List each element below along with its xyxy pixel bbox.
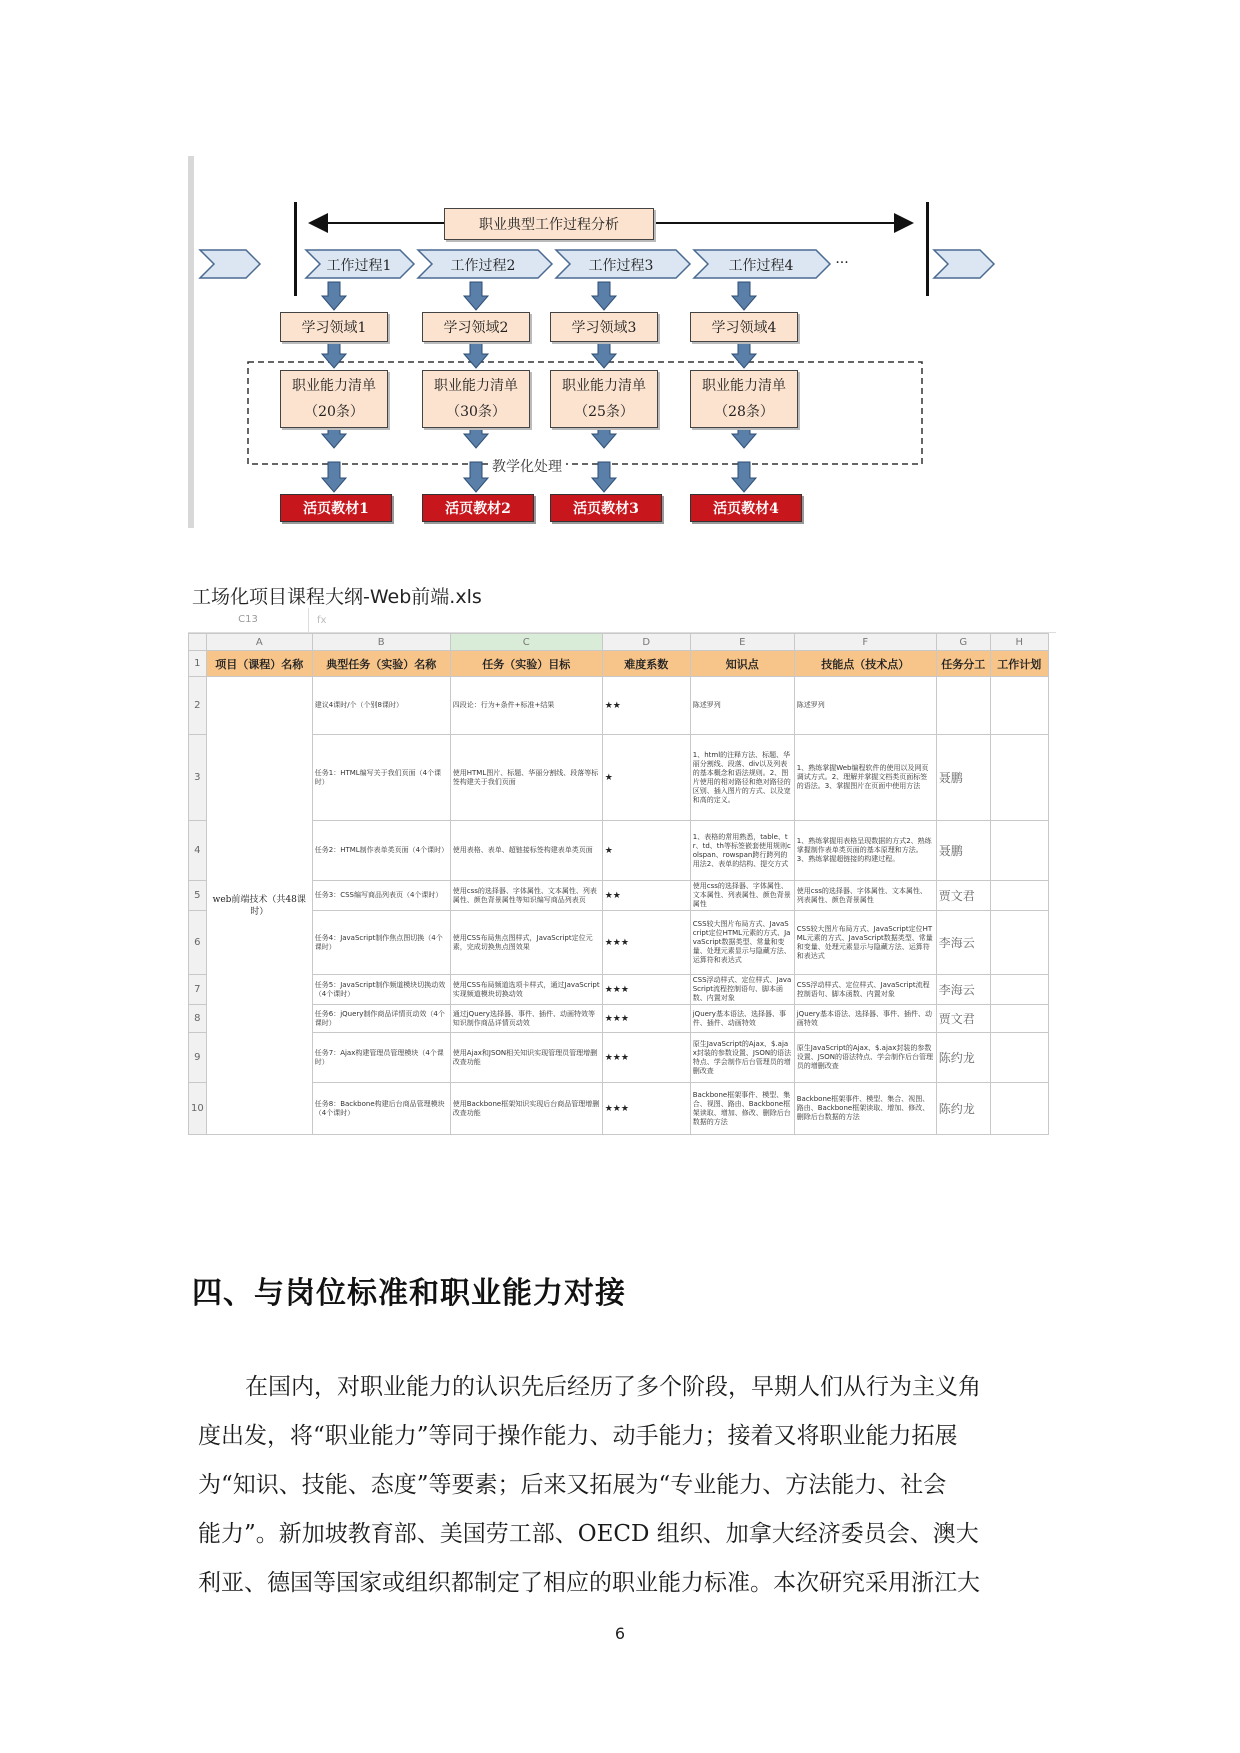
knowledge-cell: 1、html的注释方法、标题、华丽分割线、段落、div以及列表的基本概念和语法规则。2、图片使用的相对路径和绝对路径的区别、插入图片的方式、以及宽和高的定义。 [690,735,794,821]
plan-cell [990,735,1048,821]
task-cell: 任务4：JavaScript制作焦点图切换（4个课时） [312,911,450,975]
goal-cell: 使用CSS布局焦点图样式，JavaScript定位元素，完成切换焦点图效果 [450,911,602,975]
process-label-2: 工作过程2 [450,258,516,274]
person-cell: 贾文君 [936,1005,990,1033]
ability-list-4 [690,370,798,428]
difficulty-cell: ★★★ [602,975,690,1005]
header-task-name: 典型任务（实验）名称 [312,651,450,677]
difficulty-cell: ★ [602,735,690,821]
header-course-name: 项目（课程）名称 [206,651,312,677]
body-paragraph [198,1363,1038,1608]
loose-leaf-material-1: 活页教材1 [280,494,392,522]
header-division: 任务分工 [936,651,990,677]
learning-field-3: 学习领域3 [550,312,658,342]
paragraph-line: 能力”。新加坡教育部、美国劳工部、OECD 组织、加拿大经济委员会、澳大 [198,1521,979,1547]
skill-cell: 原生JavaScript的Ajax、$.ajax封装的参数设置、JSON的语法特点、学会制作后台管理员的增删改查 [794,1033,936,1083]
row-number: 1 [189,651,207,677]
skill-cell: 陈述罗列 [794,677,936,735]
task-cell: 任务3：CSS编写商品列表页（4个课时） [312,881,450,911]
task-cell: 建议4课时/个（个别8课时） [312,677,450,735]
knowledge-cell: 1、表格的常用熟悉，table、tr、td、th等标签嵌套使用规则colspan、rowspan跨行跨列的用法2、表单的结构、提交方式 [690,821,794,881]
row-number: 2 [189,677,207,735]
table-row [189,881,1049,911]
column-header-row [189,634,1049,651]
section-heading: 四、与岗位标准和职业能力对接 [192,1276,626,1311]
learning-field-2: 学习领域2 [422,312,530,342]
skill-cell: 1、熟练掌握用表格呈现数据的方式2、熟练掌握制作表单类页面的基本原理和方法。3、熟练掌握超链接的构建过程。 [794,821,936,881]
course-name-cell: web前端技术（共48课时） [206,677,312,1135]
skill-cell: CSS浮动样式、定位样式、JavaScript流程控制语句、脚本函数、内置对象 [794,975,936,1005]
plan-cell [990,975,1048,1005]
column-letter: A [206,634,312,651]
goal-cell: 使用css的选择器、字体属性、文本属性、列表属性、颜色背景属性等知识编写商品列表页 [450,881,602,911]
column-letter: C [450,634,602,651]
knowledge-cell: jQuery基本语法、选择器、事件、插件、动画特效 [690,1005,794,1033]
plan-cell [990,1033,1048,1083]
formula-bar [188,608,1056,633]
knowledge-cell: 原生JavaScript的Ajax、$.ajax封装的参数设置、JSON的语法特点、学会制作后台管理员的增删改查 [690,1033,794,1083]
goal-cell: 通过jQuery选择器、事件、插件、动画特效等知识制作商品详情页动效 [450,1005,602,1033]
ability-list-label: 职业能力清单 [562,378,646,394]
task-cell: 任务7：Ajax构建管理员管理模块（4个课时） [312,1033,450,1083]
paragraph-line: 利亚、德国等国家或组织都制定了相应的职业能力标准。本次研究采用浙江大 [198,1570,980,1596]
plan-cell [990,911,1048,975]
difficulty-cell: ★★ [602,677,690,735]
table-row [189,735,1049,821]
difficulty-cell: ★ [602,821,690,881]
person-cell: 陈约龙 [936,1083,990,1135]
goal-cell: 使用CSS布局频道选项卡样式，通过JavaScript实现频道模块切换动效 [450,975,602,1005]
table-header-row [189,651,1049,677]
task-cell: 任务5：JavaScript制作频道模块切换动效（4个课时） [312,975,450,1005]
left-bound-line [294,202,297,296]
ability-list-count: （30条） [446,404,506,420]
ability-list-label: 职业能力清单 [702,378,786,394]
process-ellipsis: ··· [835,255,849,271]
ability-list-count: （20条） [304,404,364,420]
column-letter: F [794,634,936,651]
process-label-3: 工作过程3 [588,258,654,274]
goal-cell: 使用Ajax和JSON相关知识实现管理员管理增删改查功能 [450,1033,602,1083]
header-skill: 技能点（技术点） [794,651,936,677]
column-letter: D [602,634,690,651]
chevron-right-icon [934,250,994,278]
spreadsheet-screenshot [188,608,1056,1148]
header-knowledge: 知识点 [690,651,794,677]
header-difficulty: 难度系数 [602,651,690,677]
table-row [189,911,1049,975]
person-cell: 李海云 [936,975,990,1005]
plan-cell [990,1083,1048,1135]
row-number: 6 [189,911,207,975]
row-number: 4 [189,821,207,881]
process-diagram [188,156,1056,528]
person-cell: 李海云 [936,911,990,975]
ability-list-count: （28条） [714,404,774,420]
person-cell: 聂鹏 [936,821,990,881]
person-cell: 陈约龙 [936,1033,990,1083]
ability-list-1 [280,370,388,428]
knowledge-cell: 陈述罗列 [690,677,794,735]
table-row [189,975,1049,1005]
ability-list-count: （25条） [574,404,634,420]
column-letter [189,634,207,651]
ability-list-label: 职业能力清单 [434,378,518,394]
ability-list-3 [550,370,658,428]
table-row [189,1083,1049,1135]
table-row [189,1005,1049,1033]
skill-cell: 1、熟练掌握Web编程软件的使用以及网页调试方式。2、理解并掌握文档类页面标签的语法。3、掌握图片在页面中使用方法 [794,735,936,821]
process-label-4: 工作过程4 [728,258,794,274]
difficulty-cell: ★★★ [602,911,690,975]
plan-cell [990,677,1048,735]
row-number: 3 [189,735,207,821]
course-outline-table [188,633,1049,1135]
fx-icon: fx [317,614,327,626]
ability-list-label: 职业能力清单 [292,378,376,394]
page-number: 6 [614,1624,626,1643]
paragraph-line: 度出发，将“职业能力”等同于操作能力、动手能力；接着又将职业能力拓展 [198,1423,958,1449]
learning-field-1: 学习领域1 [280,312,388,342]
person-cell: 贾文君 [936,881,990,911]
table-row [189,1033,1049,1083]
task-cell: 任务1：HTML编写关于我们页面（4个课时） [312,735,450,821]
ability-list-2 [422,370,530,428]
difficulty-cell: ★★★ [602,1083,690,1135]
difficulty-cell: ★★ [602,881,690,911]
row-number: 7 [189,975,207,1005]
person-cell [936,677,990,735]
paragraph-line: 在国内，对职业能力的认识先后经历了多个阶段，早期人们从行为主义角 [245,1374,981,1400]
goal-cell: 使用表格、表单、超链接标签构建表单类页面 [450,821,602,881]
process-label-1: 工作过程1 [326,258,392,274]
skill-cell: jQuery基本语法、选择器、事件、插件、动画特效 [794,1005,936,1033]
plan-cell [990,881,1048,911]
difficulty-cell: ★★★ [602,1033,690,1083]
row-number: 9 [189,1033,207,1083]
knowledge-cell: CSS较大图片布局方式、JavaScript定位HTML元素的方式、JavaScript数据类型、常量和变量、处理元素显示与隐藏方法、运算符和表达式 [690,911,794,975]
loose-leaf-material-4: 活页教材4 [690,494,802,522]
right-bound-line [926,202,929,296]
paragraph-line: 为“知识、技能、态度”等要素；后来又拓展为“专业能力、方法能力、社会 [198,1472,947,1498]
column-letter: G [936,634,990,651]
difficulty-cell: ★★★ [602,1005,690,1033]
skill-cell: CSS较大图片布局方式、JavaScript定位HTML元素的方式、JavaScript数据类型、常量和变量、处理元素显示与隐藏方法、运算符和表达式 [794,911,936,975]
loose-leaf-material-2: 活页教材2 [422,494,534,522]
goal-cell: 四段论：行为+条件+标准+结果 [450,677,602,735]
plan-cell [990,821,1048,881]
cell-reference-box: C13 [188,608,309,632]
knowledge-cell: Backbone框架事件、模型、集合、视图、路由、Backbone框架读取、增加、修改、删除后台数据的方法 [690,1083,794,1135]
task-cell: 任务6：jQuery制作商品详情页动效（4个课时） [312,1005,450,1033]
plan-cell [990,1005,1048,1033]
learning-field-4: 学习领域4 [690,312,798,342]
diagram-title: 职业典型工作过程分析 [444,208,654,240]
header-task-goal: 任务（实验）目标 [450,651,602,677]
knowledge-cell: CSS浮动样式、定位样式、JavaScript流程控制语句、脚本函数、内置对象 [690,975,794,1005]
table-row [189,677,1049,735]
goal-cell: 使用HTML图片、标题、华丽分割线、段落等标签构建关于我们页面 [450,735,602,821]
spreadsheet-caption: 工场化项目课程大纲-Web前端.xls [192,586,482,608]
row-number: 5 [189,881,207,911]
row-number: 8 [189,1005,207,1033]
column-letter: H [990,634,1048,651]
skill-cell: Backbone框架事件、模型、集合、视图、路由、Backbone框架读取、增加、修改、删除后台数据的方法 [794,1083,936,1135]
table-row [189,821,1049,881]
task-cell: 任务2：HTML制作表单类页面（4个课时） [312,821,450,881]
row-number: 10 [189,1083,207,1135]
loose-leaf-material-3: 活页教材3 [550,494,662,522]
teaching-process-label: 教学化处理 [488,456,566,476]
skill-cell: 使用css的选择器、字体属性、文本属性、列表属性、颜色背景属性 [794,881,936,911]
person-cell: 聂鹏 [936,735,990,821]
column-letter: B [312,634,450,651]
knowledge-cell: 使用css的选择器、字体属性、文本属性、列表属性、颜色背景属性 [690,881,794,911]
task-cell: 任务8：Backbone构建后台商品管理模块（4个课时） [312,1083,450,1135]
goal-cell: 使用Backbone框架知识实现后台商品管理增删改查功能 [450,1083,602,1135]
chevron-left-icon [200,250,260,278]
header-plan: 工作计划 [990,651,1048,677]
column-letter: E [690,634,794,651]
